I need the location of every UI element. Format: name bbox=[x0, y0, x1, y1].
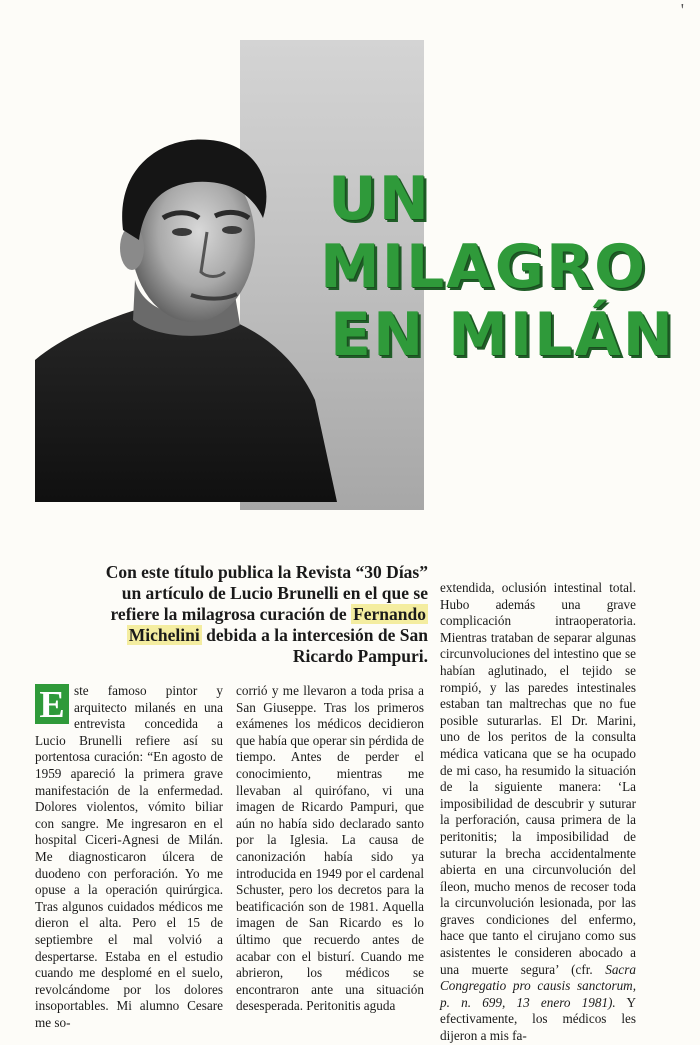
body-column-2 bbox=[236, 683, 424, 1014]
body-column-1 bbox=[35, 683, 223, 1030]
body-column-3-text-b: Y efectivamente, los médicos les dijeron a mis fa- bbox=[440, 994, 636, 1044]
body-column-3-citation: Sacra Congregatio pro causis sanctorum, p. n. 699, 13 enero 1981). bbox=[440, 961, 636, 1010]
portrait-photo bbox=[35, 110, 337, 502]
body-column-1-text: ste famoso pintor y arquitecto milanés en una entrevista concedida a Lucio Brunelli refiere así su portentosa curación: “En agosto de 1959 apareció la primera grave manifestación de la enfermedad. Dolores violentos, vómito biliar con sangre. Me ingresaron en el hospital Ciceri-Agnesi de Milán. Me diagnosticaron úlcera de duodeno con perforación. Yo me opuse a la operación quirúrgica. Tras algunos cuidados médicos me dieron el alta. Pero el 15 de septiembre el mal volvió a despertarse. Estaba en el estudio cuando me desplomé en el suelo, revolcándome por los dolores insoportables. Mi alumno Cesare me so- bbox=[35, 683, 223, 1030]
article-headline bbox=[320, 164, 676, 370]
drop-cap: E bbox=[35, 684, 69, 724]
lead-text-3: debida a la intercesión de San Ricardo Pampuri. bbox=[201, 625, 428, 666]
headline-line-1: UN bbox=[328, 164, 431, 234]
body-column-2-text: corrió y me llevaron a toda prisa a San Giuseppe. Tras los primeros exámenes los médicos decidieron que había que operar sin pérdida de tiempo. Antes de perder el conocimiento, mientras me llevaban al quirófano, vi una imagen de Ricardo Pampuri, que aún no había sido declarado santo por la Iglesia. La causa de canonización había sido ya introducida en 1949 por el cardenal Schuster, pero los decretos para la beatificación son de 1981. Aquella imagen de San Ricardo es lo último que recuerdo antes de acabar con el bisturí. Cuando me abrieron, los médicos se encontraron ante una situación desesperada. Peritonitis aguda bbox=[236, 683, 424, 1014]
body-column-3-text-a: extendida, oclusión intestinal total. Hubo además una grave complicación intraoperatoria. Mientras trataban de separar algunas circunvoluciones del intestino que se habían aglutinado, el tejido se rompió, y las paredes intestinales estaban tan maltrechas que no fue posible suturarlas. El Dr. Marini, uno de los peritos de la consulta médica vaticana que se ha ocupado de mi caso, ha resumido la situación de la siguiente manera: ‘La imposibilidad de descubrir y suturar la perforación, causa primera de la peritonitis; la imposibilidad de suturar la brecha accidentalmente abierta en una circunvolución del íleon, mucho menos de recoser toda la circunvolución lesionada, por las graves condiciones del enfermo, hace que tanto el cirujano como sus asistentes le consideren abocado a una muerte segura’ (cfr. bbox=[440, 580, 636, 977]
body-column-3 bbox=[440, 580, 636, 1044]
lead-highlight-first-name: Fernando bbox=[353, 604, 426, 624]
headline-line-2: MILAGRO bbox=[320, 232, 648, 302]
page-corner-mark: ' bbox=[680, 0, 684, 20]
lead-paragraph bbox=[100, 562, 428, 667]
headline-line-3: EN MILÁN bbox=[330, 300, 676, 370]
lead-text-1: Con este título publica la Revista “30 Días” un artículo de Lucio Brunelli en el que se refiere la milagrosa curación de bbox=[105, 562, 428, 624]
lead-highlight-last-name: Michelini bbox=[128, 625, 200, 645]
